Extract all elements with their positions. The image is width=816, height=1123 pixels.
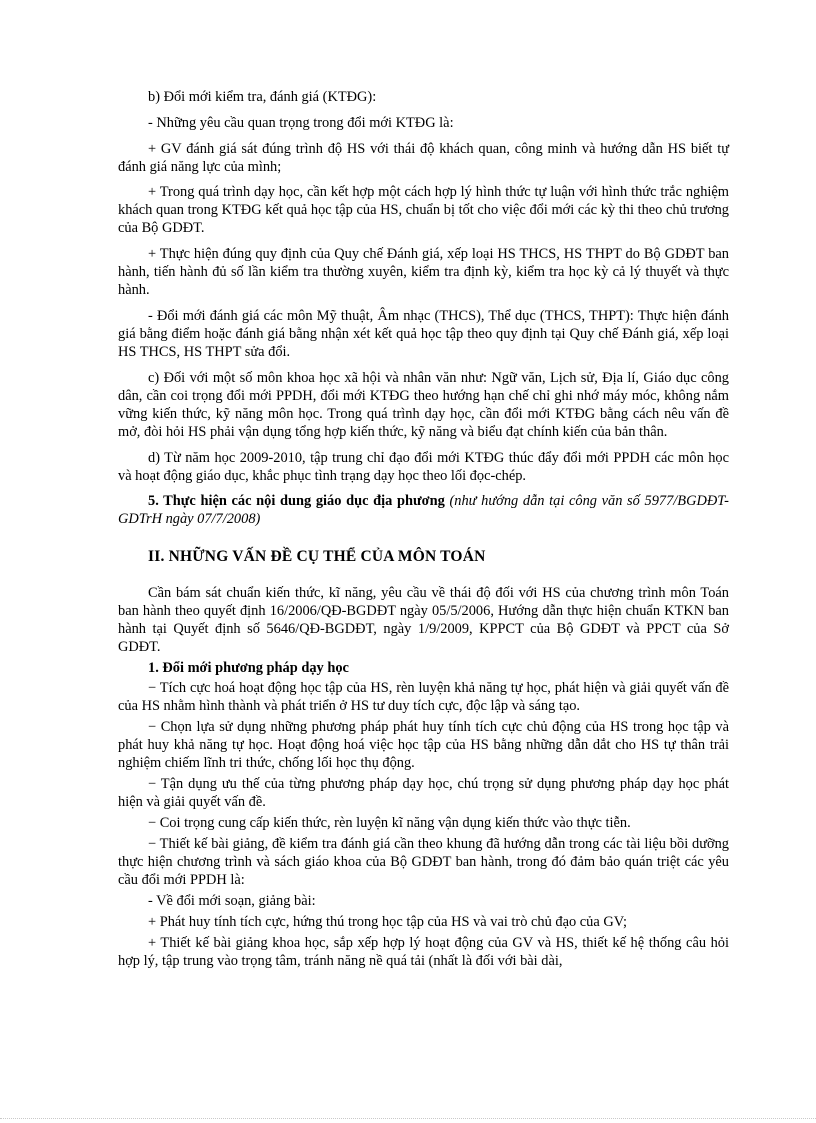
section-b-intro: - Những yêu cầu quan trọng trong đổi mới KTĐG là: (148, 114, 454, 131)
section-5-bold: 5. Thực hiện các nội dung giáo dục địa phương (148, 493, 445, 510)
section-2-item-8: + Thiết kế bài giảng khoa học, sắp xếp hợp lý hoạt động của GV và HS, thiết kế hệ thống câu hỏi hợp lý, tập trung vào trọng tâm, tránh năng nề quá tải (nhất là đối với bài dài, (118, 935, 729, 970)
section-d-paragraph: d) Từ năm học 2009-2010, tập trung chỉ đạo đổi mới KTĐG thúc đẩy đổi mới PPDH các môn học và hoạt động giáo dục, khắc phục tình trạng dạy học theo lối đọc-chép. (118, 449, 729, 484)
section-2-heading: II. NHỮNG VẤN ĐỀ CỤ THỂ CỦA MÔN TOÁN (148, 548, 486, 566)
section-2-item-3: − Tận dụng ưu thế của từng phương pháp dạy học, chú trọng sử dụng phương pháp dạy học phát hiện và giải quyết vấn đề. (118, 776, 729, 811)
section-2-intro: Cần bám sát chuẩn kiến thức, kĩ năng, yêu cầu về thái độ đối với HS của chương trình môn Toán ban hành theo quyết định 16/2006/QĐ-BGDĐT ngày 05/5/2006, Hướng dẫn thực hiện chuẩn KTKN ban hành tại Quyết định số 5646/QĐ-BGDĐT, ngày 1/9/2009, KPPCT của Bộ GDĐT và PPCT của Sở GDĐT. (118, 585, 729, 656)
document-page (118, 88, 729, 973)
section-2-item-4: − Coi trọng cung cấp kiến thức, rèn luyện kĩ năng vận dụng kiến thức vào thực tiễn. (148, 815, 631, 832)
section-2-item-6: - Về đổi mới soạn, giảng bài: (148, 893, 316, 910)
section-5-paragraph (118, 492, 729, 528)
section-c-paragraph: c) Đối với một số môn khoa học xã hội và nhân văn như: Ngữ văn, Lịch sử, Địa lí, Giáo dục công dân, cần coi trọng đổi mới PPDH, đổi mới KTĐG theo hướng hạn chế chỉ ghi nhớ máy móc, không nắm vững kiến thức, kỹ năng môn học. Trong quá trình dạy học, cần đổi mới KTĐG bằng cách nêu vấn đề mở, đòi hỏi HS phải vận dụng tổng hợp kiến thức, kỹ năng và biểu đạt chính kiến của bản thân. (118, 369, 729, 440)
section-2-item-7: + Phát huy tính tích cực, hứng thú trong học tập của HS và vai trò chủ đạo của GV; (148, 914, 628, 931)
section-2-item-2: − Chọn lựa sử dụng những phương pháp phát huy tính tích cực chủ động của HS trong học tập và phát huy khả năng tự học. Hoạt động hoá việc học tập của HS bằng những dẫn dắt cho HS tự thân trải nghiệm chiếm lĩnh tri thức, chống lối học thụ động. (118, 719, 729, 772)
section-b-item-1: + GV đánh giá sát đúng trình độ HS với thái độ khách quan, công minh và hướng dẫn HS biết tự đánh giá năng lực của mình; (118, 140, 729, 175)
section-b-title: b) Đổi mới kiểm tra, đánh giá (KTĐG): (148, 89, 377, 105)
section-b-item-2: + Trong quá trình dạy học, cần kết hợp một cách hợp lý hình thức tự luận với hình thức trắc nghiệm khách quan trong KTĐG kết quả học tập của HS, chuẩn bị tốt cho việc đổi mới các kỳ thi theo chủ trương của Bộ GDĐT. (118, 184, 729, 237)
section-b-item-3: + Thực hiện đúng quy định của Quy chế Đánh giá, xếp loại HS THCS, HS THPT do Bộ GDĐT ban hành, tiến hành đủ số lần kiểm tra thường xuyên, kiểm tra định kỳ, kiểm tra học kỳ cả lý thuyết và thực hành. (118, 246, 729, 299)
section-b-item-4: - Đổi mới đánh giá các môn Mỹ thuật, Âm nhạc (THCS), Thể dục (THCS, THPT): Thực hiện đánh giá bằng điểm hoặc đánh giá bằng nhận xét kết quả học tập theo quy định tại Quy chế Đánh giá, xếp loại HS THCS, HS THPT sửa đổi. (118, 307, 729, 360)
page-bottom-rule (0, 1118, 816, 1119)
section-2-sub-heading: 1. Đổi mới phương pháp dạy học (148, 660, 349, 677)
section-5-italic: (như hướng dẫn tại công văn số 5977/BGDĐT-GDTrH ngày 07/7/2008) (118, 493, 729, 528)
section-2-item-5: − Thiết kế bài giảng, đề kiểm tra đánh giá cần theo khung đã hướng dẫn trong các tài liệu bồi dưỡng thực hiện chương trình và sách giáo khoa của Bộ GDĐT ban hành, trong đó đảm bảo quán triệt các yêu cầu đổi mới PPDH là: (118, 836, 729, 889)
section-2-item-1: − Tích cực hoá hoạt động học tập của HS, rèn luyện khả năng tự học, phát hiện và giải quyết vấn đề của HS nhằm hình thành và phát triển ở HS tư duy tích cực, độc lập và sáng tạo. (118, 680, 729, 715)
